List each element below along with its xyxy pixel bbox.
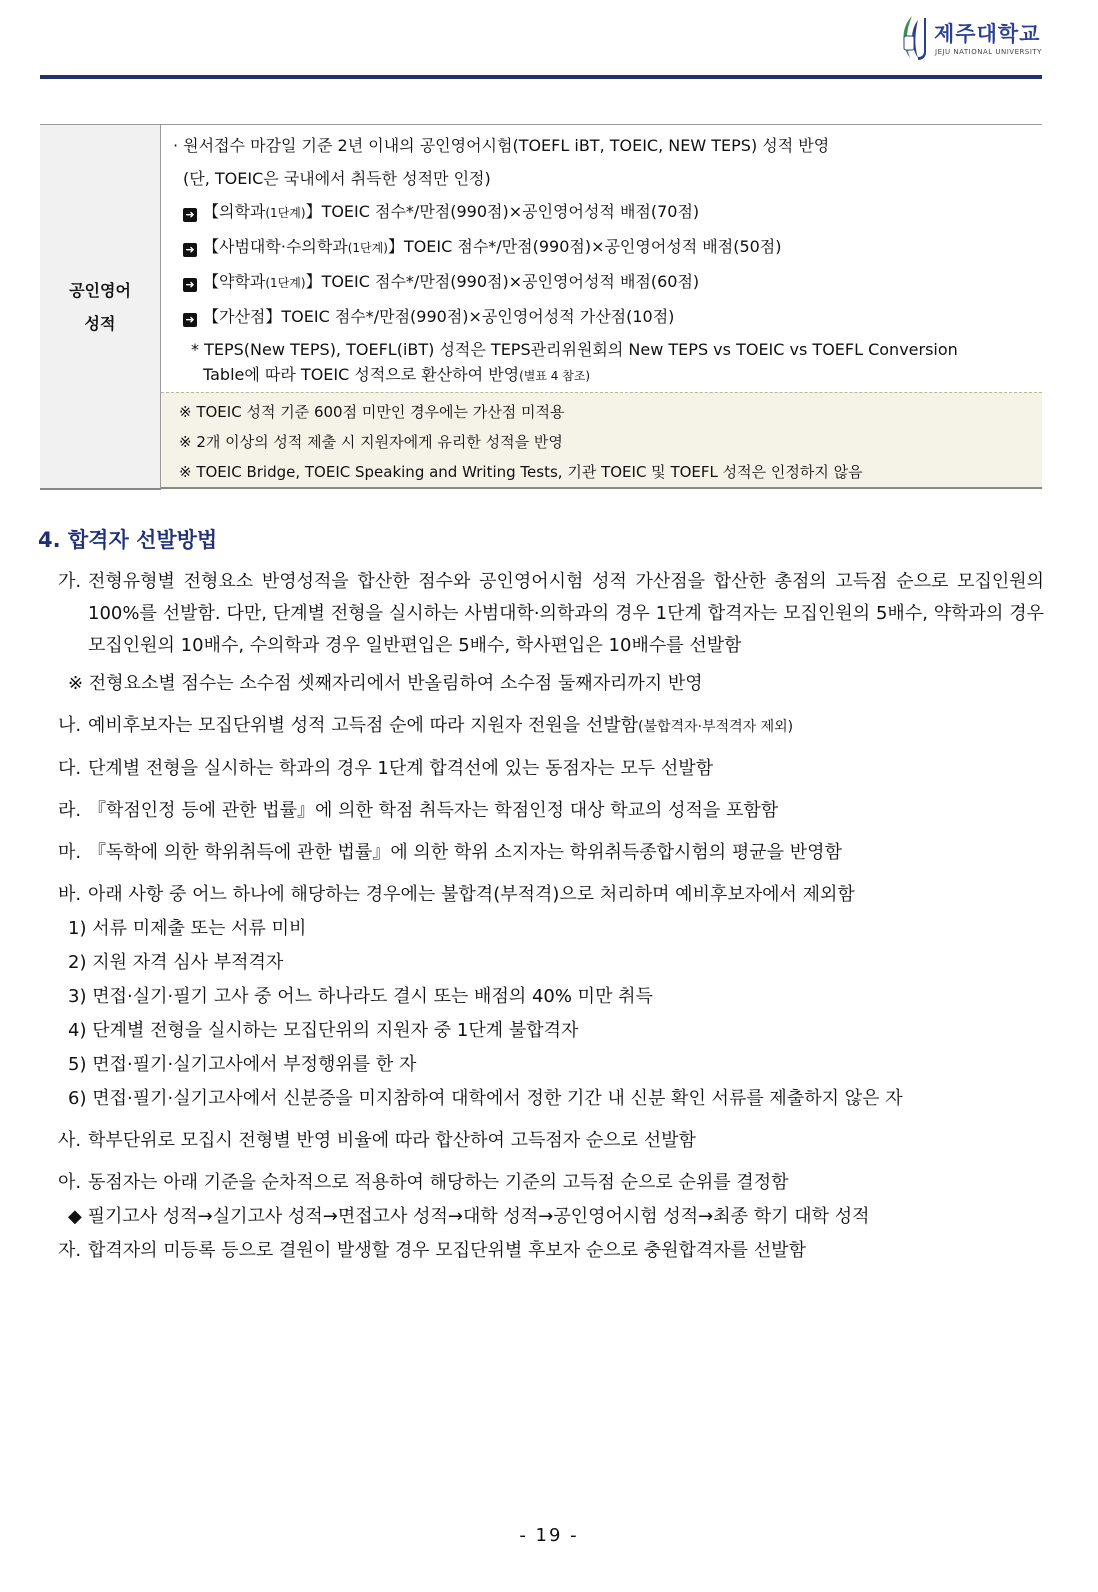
arrow-right-icon: ➜	[183, 313, 197, 327]
arrow-right-icon: ➜	[183, 243, 197, 257]
score-rules	[161, 125, 1042, 392]
item-text: 전형유형별 전형요소 반영성적을 합산한 점수와 공인영어시험 성적 가산점을 합산한 총점의 고득점 순으로 모집인원의 100%를 선발함. 다만, 단계별 전형을 실시하는 사범대학·의학과의 경우 1단계 합격자는 모집인원의 5배수, 약학과의 경우 모집인원의 10배수, 수의학과 경우 일반편입은 5배수, 학사편입은 10배수를 선발함	[88, 571, 1044, 656]
item-marker: 가.	[58, 571, 82, 592]
intro-line: (단, TOEIC은 국내에서 취득한 성적만 인정)	[183, 169, 491, 188]
arrow-right-icon: ➜	[183, 278, 197, 292]
sub-item: 2) 지원 자격 심사 부적격자	[68, 952, 284, 973]
item-text: 동점자는 아래 기준을 순차적으로 적용하여 해당하는 기준의 고득점 순으로 순위를 결정함	[88, 1172, 789, 1193]
formula-text: 】TOEIC 점수*/만점(990점)×공인영어성적 배점(50점)	[387, 237, 782, 256]
selection-method-body	[58, 566, 1044, 1267]
list-item	[58, 1235, 1044, 1267]
list-item	[58, 1125, 1044, 1157]
list-item	[58, 795, 1044, 827]
item-text: 학부단위로 모집시 전형별 반영 비율에 따라 합산하여 고득점자 순으로 선발함	[88, 1130, 696, 1151]
formula-text: 】TOEIC 점수*/만점(990점)×공인영어성적 배점(70점)	[305, 202, 700, 221]
formula-small: (1단계)	[265, 276, 306, 290]
logo-subtitle: JEJU NATIONAL UNIVERSITY	[935, 48, 1042, 56]
item-marker: 자.	[58, 1240, 82, 1261]
formula-line	[173, 300, 1042, 333]
formula-small: (1단계)	[265, 206, 306, 220]
item-marker: 다.	[58, 758, 82, 779]
page-number: - 19 -	[519, 1525, 579, 1546]
sub-item: 1) 서류 미제출 또는 서류 미비	[68, 918, 307, 939]
item-text-wrap	[88, 710, 1044, 743]
table-content-cell	[161, 125, 1043, 490]
footnote-line: * TEPS(New TEPS), TOEFL(iBT) 성적은 TEPS관리위원회의 New TEPS vs TOEIC vs TOEFL Conversion	[191, 340, 958, 359]
note-line: ※ TOEIC 성적 기준 600점 미만인 경우에는 가산점 미적용	[179, 403, 565, 421]
item-marker: 라.	[58, 800, 82, 821]
item-marker: 바.	[58, 884, 82, 905]
list-item	[58, 753, 1044, 785]
list-item	[58, 879, 1044, 911]
item-text: 단계별 전형을 실시하는 학과의 경우 1단계 합격선에 있는 동점자는 모두 선발함	[88, 758, 714, 779]
formula-text: 【가산점】TOEIC 점수*/만점(990점)×공인영어성적 가산점(10점)	[203, 307, 675, 326]
list-item	[58, 710, 1044, 743]
formula-text: 【의학과	[203, 202, 266, 221]
arrow-right-icon: ➜	[183, 208, 197, 222]
item-text: 『독학에 의한 학위취득에 관한 법률』에 의한 학위 소지자는 학위취득종합시험의 평균을 반영함	[88, 842, 842, 863]
item-marker: 사.	[58, 1130, 82, 1151]
formula-small: (1단계)	[347, 241, 388, 255]
sub-item: 3) 면접·실기·필기 고사 중 어느 하나라도 결시 또는 배점의 40% 미만 취득	[68, 986, 653, 1007]
university-logo	[892, 14, 1042, 62]
note-line: ※ TOEIC Bridge, TOEIC Speaking and Writing Tests, 기관 TOEIC 및 TOEFL 성적은 인정하지 않음	[179, 463, 863, 481]
item-marker: 아.	[58, 1172, 82, 1193]
footnote-text: Table에 따라 TOEIC 성적으로 환산하여 반영	[203, 365, 520, 384]
note-line: ※ 2개 이상의 성적 제출 시 지원자에게 유리한 성적을 반영	[179, 433, 563, 451]
list-item	[58, 1167, 1044, 1199]
item-note: ※ 전형요소별 점수는 소수점 셋째자리에서 반올림하여 소수점 둘째자리까지 반영	[68, 673, 703, 694]
sub-item: 5) 면접·필기·실기고사에서 부정행위를 한 자	[68, 1054, 417, 1075]
section-title: 4. 합격자 선발방법	[38, 528, 218, 552]
item-text: 『학점인정 등에 관한 법률』에 의한 학점 취득자는 학점인정 대상 학교의 성적을 포함함	[88, 800, 779, 821]
english-score-table	[40, 124, 1042, 490]
list-item	[58, 837, 1044, 869]
footnote-line	[173, 358, 1042, 389]
item-marker: 마.	[58, 842, 82, 863]
item-text: 아래 사항 중 어느 하나에 해당하는 경우에는 불합격(부적격)으로 처리하며 예비후보자에서 제외함	[88, 884, 855, 905]
formula-text: 【약학과	[203, 272, 266, 291]
formula-text: 【사범대학·수의학과	[203, 237, 348, 256]
notes-block	[161, 392, 1042, 489]
table-label-cell	[40, 125, 161, 490]
formula-line	[173, 195, 1042, 230]
item-marker: 나.	[58, 715, 82, 736]
sub-item: 4) 단계별 전형을 실시하는 모집단위의 지원자 중 1단계 불합격자	[68, 1020, 579, 1041]
header-divider	[40, 75, 1042, 79]
table-row	[40, 125, 1042, 490]
label-line: 공인영어	[69, 280, 131, 300]
formula-line	[173, 230, 1042, 265]
footnote-small: (별표 4 참조)	[519, 369, 591, 383]
logo-text: 제주대학교	[934, 22, 1041, 46]
intro-line: · 원서접수 마감일 기준 2년 이내의 공인영어시험(TOEFL iBT, TOEIC, NEW TEPS) 성적 반영	[173, 136, 830, 155]
sub-item: ◆ 필기고사 성적→실기고사 성적→면접고사 성적→대학 성적→공인영어시험 성적→최종 학기 대학 성적	[68, 1206, 870, 1227]
formula-line	[173, 265, 1042, 300]
sub-item: 6) 면접·필기·실기고사에서 신분증을 미지참하여 대학에서 정한 기간 내 신분 확인 서류를 제출하지 않은 자	[68, 1088, 903, 1109]
university-emblem-icon	[896, 14, 936, 62]
item-text: 합격자의 미등록 등으로 결원이 발생할 경우 모집단위별 후보자 순으로 충원합격자를 선발함	[88, 1240, 806, 1261]
formula-text: 】TOEIC 점수*/만점(990점)×공인영어성적 배점(60점)	[305, 272, 700, 291]
item-text: 예비후보자는 모집단위별 성적 고득점 순에 따라 지원자 전원을 선발함	[88, 715, 639, 736]
list-item	[58, 566, 1044, 662]
page-header	[40, 0, 1042, 80]
item-small: (불합격자·부적격자 제외)	[638, 719, 794, 735]
label-line: 성적	[84, 313, 116, 333]
